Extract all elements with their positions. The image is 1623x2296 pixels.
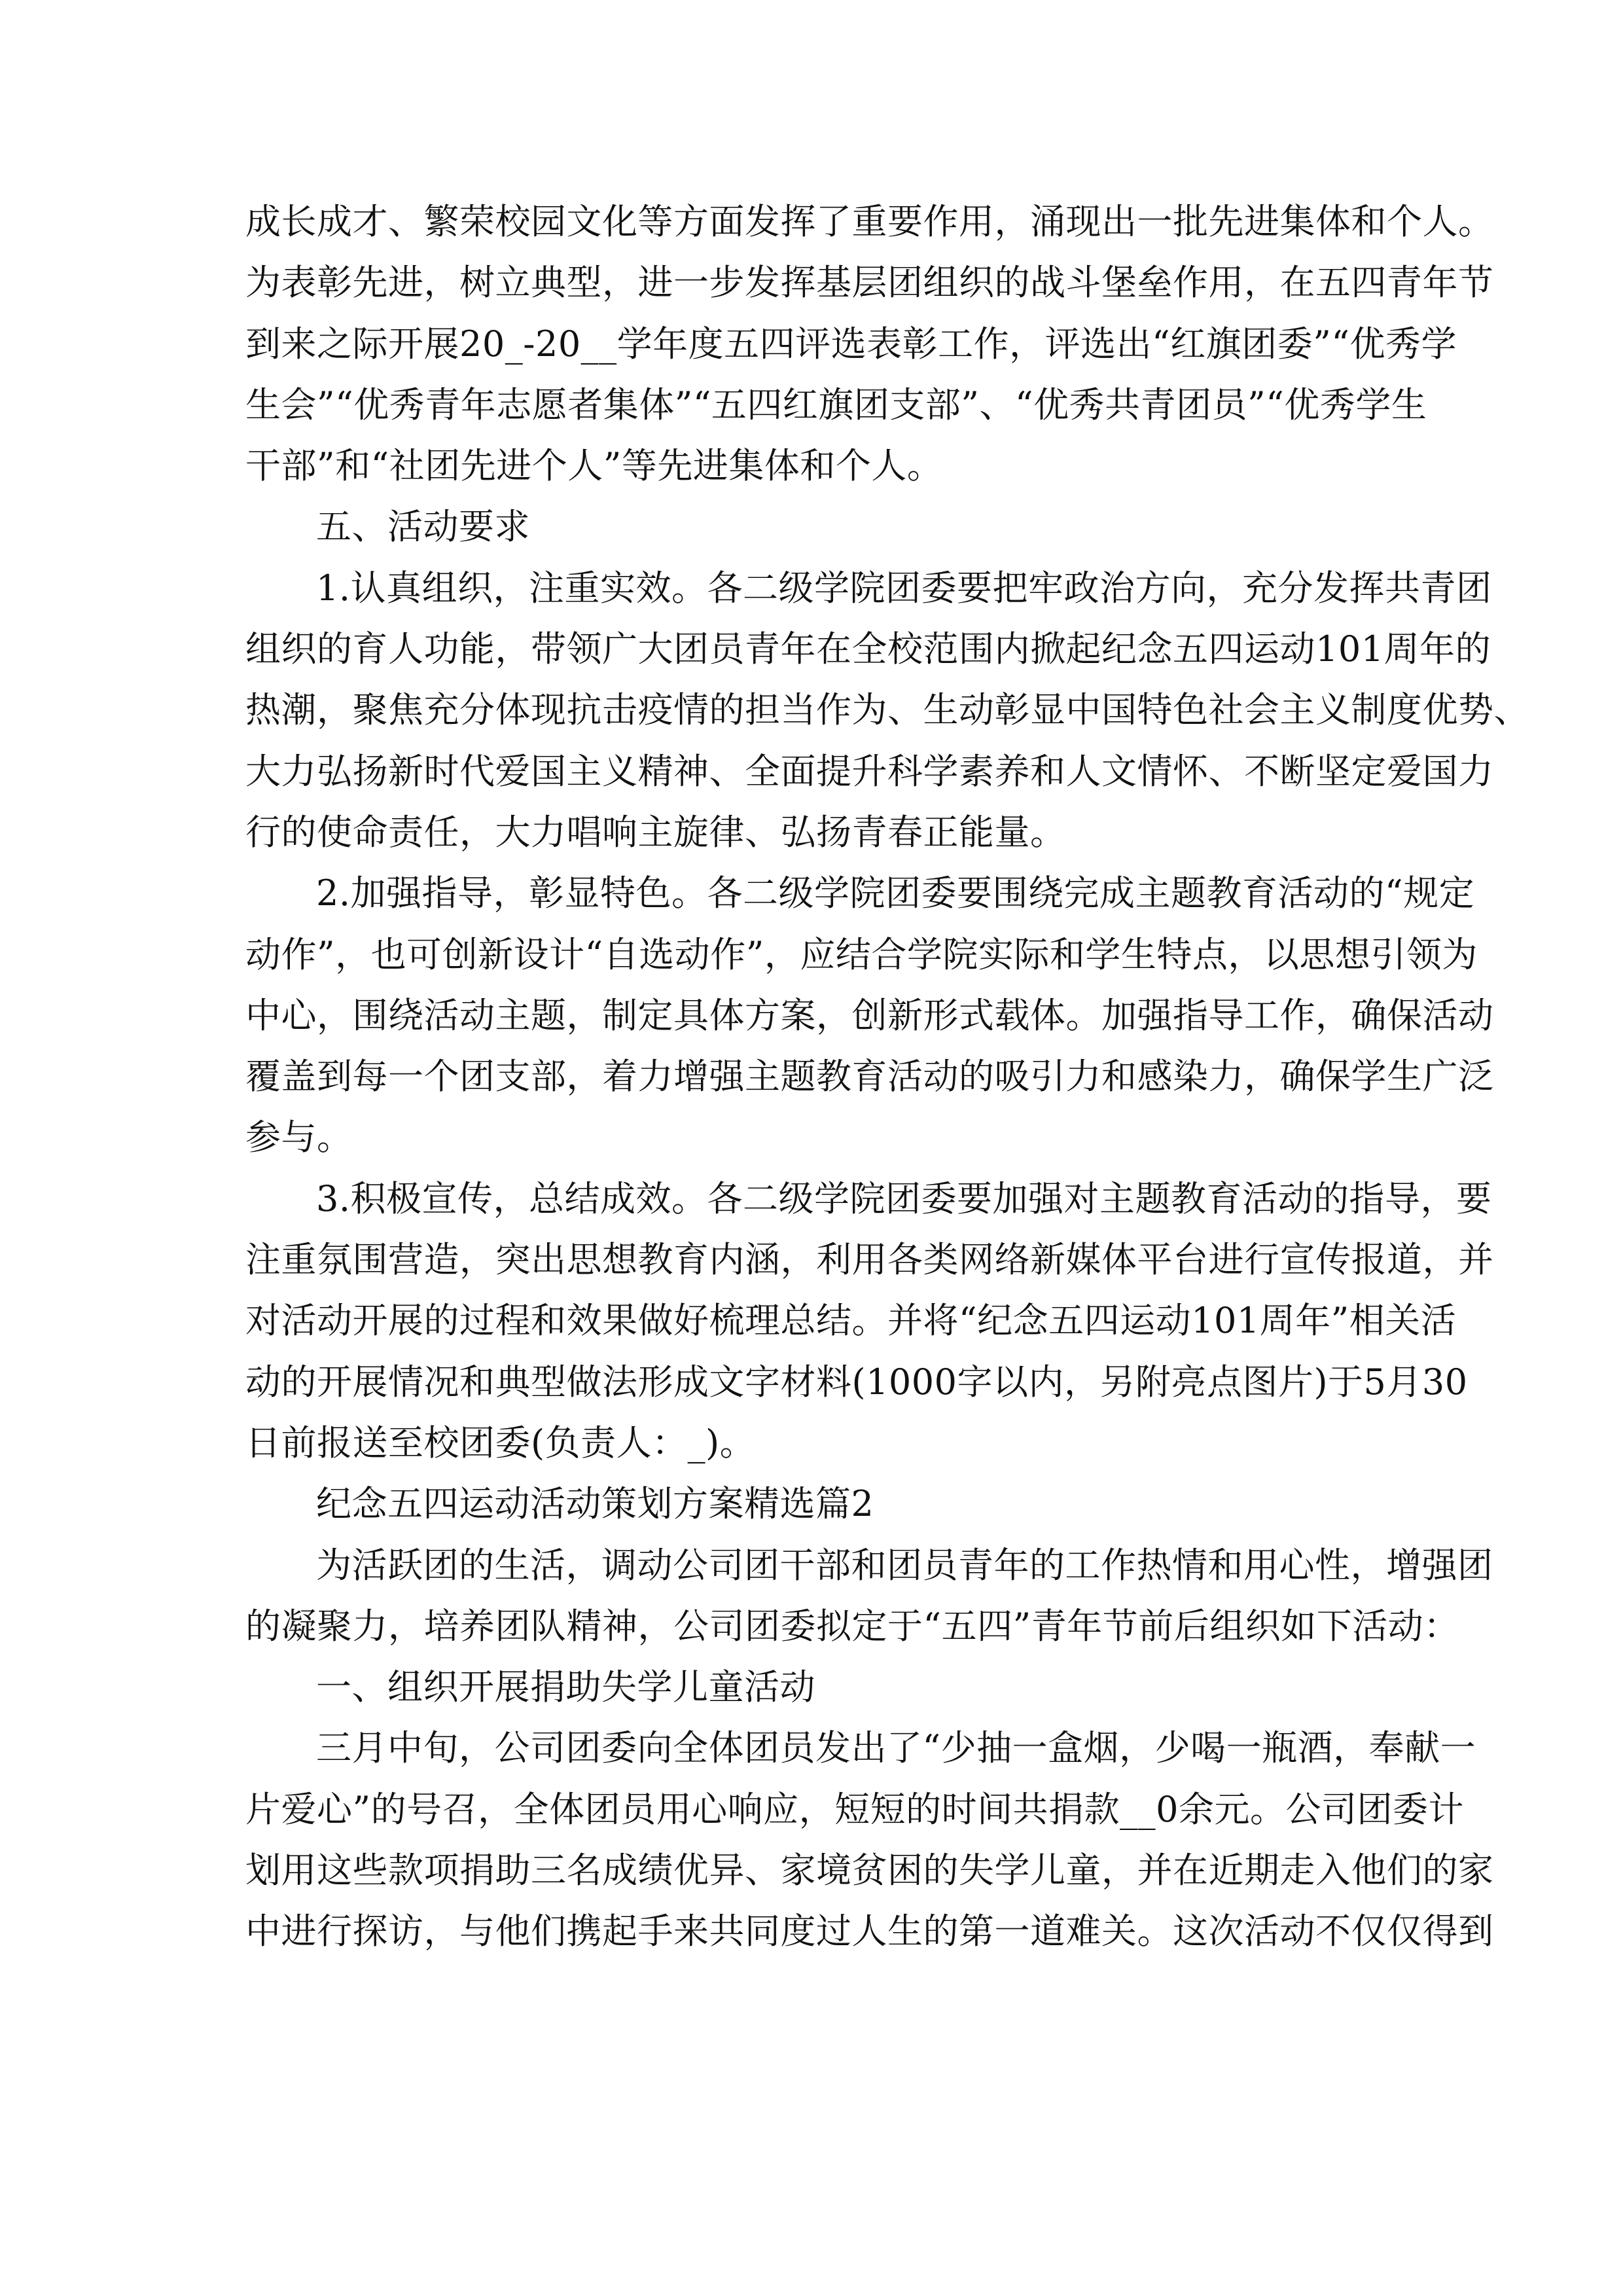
text-line: 成长成才、繁荣校园文化等方面发挥了重要作用，涌现出一批先进集体和个人。 <box>245 201 1494 242</box>
text-line: 2.加强指导，彰显特色。各二级学院团委要围绕完成主题教育活动的“规定 <box>316 872 1475 914</box>
document-body <box>245 191 1529 1962</box>
text-line: 中进行探访，与他们携起手来共同度过人生的第一道难关。这次活动不仅仅得到 <box>245 1910 1494 1952</box>
text-line: 生会”“优秀青年志愿者集体”“五四红旗团支部”、“优秀共青团员”“优秀学生 <box>245 384 1427 425</box>
text-line: 为活跃团的生活，调动公司团干部和团员青年的工作热情和用心性，增强团 <box>316 1544 1493 1586</box>
text-line: 热潮，聚焦充分体现抗击疫情的担当作为、生动彰显中国特色社会主义制度优势、 <box>245 689 1529 731</box>
text-line: 覆盖到每一个团支部，着力增强主题教育活动的吸引力和感染力，确保学生广泛 <box>245 1056 1494 1098</box>
text-line: 片爱心”的号召，全体团员用心响应，短短的时间共捐款__0余元。公司团委计 <box>245 1788 1464 1830</box>
text-line: 注重氛围营造，突出思想教育内涵，利用各类网络新媒体平台进行宣传报道，并 <box>245 1239 1494 1281</box>
text-line: 参与。 <box>245 1117 353 1158</box>
text-line: 动的开展情况和典型做法形成文字材料(1000字以内，另附亮点图片)于5月30 <box>245 1361 1468 1403</box>
text-line: 划用这些款项捐助三名成绩优异、家境贫困的失学儿童，并在近期走入他们的家 <box>245 1850 1494 1892</box>
text-line: 行的使命责任，大力唱响主旋律、弘扬青春正能量。 <box>245 811 1066 853</box>
text-line: 大力弘扬新时代爱国主义精神、全面提升科学素养和人文情怀、不断坚定爱国力 <box>245 750 1494 792</box>
text-line: 中心，围绕活动主题，制定具体方案，创新形式载体。加强指导工作，确保活动 <box>245 994 1494 1036</box>
text-line: 三月中旬，公司团委向全体团员发出了“少抽一盒烟，少喝一瓶酒，奉献一 <box>316 1727 1476 1769</box>
text-line: 对活动开展的过程和效果做好梳理总结。并将“纪念五四运动101周年”相关活 <box>245 1300 1457 1342</box>
text-line: 组织的育人功能，带领广大团员青年在全校范围内掀起纪念五四运动101周年的 <box>245 628 1491 670</box>
article-title: 纪念五四运动活动策划方案精选篇2 <box>316 1483 874 1525</box>
text-line: 1.认真组织，注重实效。各二级学院团委要把牢政治方向，充分发挥共青团 <box>316 567 1492 609</box>
text-line: 3.积极宣传，总结成效。各二级学院团委要加强对主题教育活动的指导，要 <box>316 1177 1492 1219</box>
text-line: 到来之际开展20_-20__学年度五四评选表彰工作，评选出“红旗团委”“优秀学 <box>245 323 1457 365</box>
section-heading: 一、组织开展捐助失学儿童活动 <box>316 1666 815 1708</box>
text-line: 为表彰先进，树立典型，进一步发挥基层团组织的战斗堡垒作用，在五四青年节 <box>245 262 1494 304</box>
text-line: 干部”和“社团先进个人”等先进集体和个人。 <box>245 445 943 487</box>
text-line: 的凝聚力，培养团队精神，公司团委拟定于“五四”青年节前后组织如下活动： <box>245 1605 1459 1647</box>
text-line: 日前报送至校团委(负责人：_)。 <box>245 1422 756 1463</box>
text-line: 动作”，也可创新设计“自选动作”，应结合学院实际和学生特点，以思想引领为 <box>245 933 1478 975</box>
section-heading: 五、活动要求 <box>316 506 530 548</box>
